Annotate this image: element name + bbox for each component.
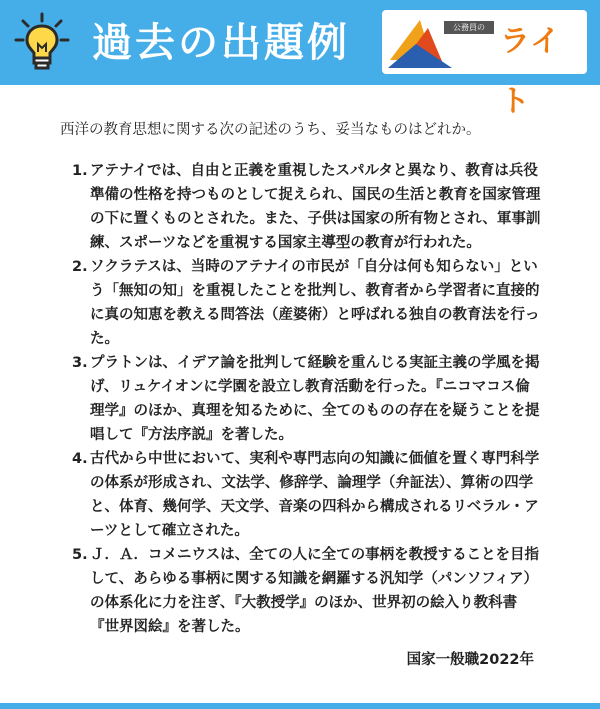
logo-main-text: ライト [500, 24, 562, 119]
source-citation: 国家一般職2022年 [406, 652, 534, 668]
logo-small-text: 公務員の [444, 21, 494, 34]
choice-number: 4. [72, 451, 88, 467]
choice-item [72, 543, 544, 639]
choice-text: 古代から中世において、実利や専門志向の知識に価値を置く専門科学の体系が形成され、文法学、修辞学、論理学（弁証法）、算術の四学と、体育、幾何学、天文学、音楽の四科から構成されるリベラル・アーツとして確立された。 [90, 451, 540, 539]
choice-number: 1. [72, 163, 88, 179]
choice-item [72, 159, 544, 255]
choice-item [72, 447, 544, 543]
lightbulb-icon [14, 12, 70, 72]
question-text: 西洋の教育思想に関する次の記述のうち、妥当なものはどれか。 [60, 122, 481, 138]
page-title: 過去の出題例 [92, 20, 350, 66]
choice-text: アテナイでは、自由と正義を重視したスパルタと異なり、教育は兵役準備の性格を持つものとして捉えられ、国民の生活と教育を国家管理の下に置くものとされた。また、子供は国家の所有物とされ、軍事訓練、スポーツなどを重視する国家主導型の教育が行われた。 [90, 163, 541, 251]
header-banner [0, 0, 600, 119]
choice-number: 2. [72, 259, 88, 275]
choice-number: 3. [72, 355, 88, 371]
choice-text: プラトンは、イデア論を批判して経験を重んじる実証主義の学風を掲げ、リュケイオンに学園を設立し教育活動を行った。『ニコマコス倫理学』のほか、真理を知るために、全てのものの存在を疑うことを提唱して『方法序説』を著した。 [90, 355, 540, 443]
choice-number: 5. [72, 547, 88, 563]
bottom-divider [0, 703, 600, 709]
choice-text: Ｊ．Ａ．コメニウスは、全ての人に全ての事柄を教授することを目指して、あらゆる事柄に関する知識を網羅する汎知学（パンソフィア）の体系化に力を注ぎ、『大教授学』のほか、世界初の絵入り教科書『世界図絵』を著した。 [90, 547, 540, 635]
choice-list [72, 159, 544, 639]
choice-item [72, 255, 544, 351]
choice-text: ソクラテスは、当時のアテナイの市民が「自分は何も知らない」という「無知の知」を重視したことを批判し、教育者から学習者に直接的に真の知恵を教える問答法（産婆術）と呼ばれる独自の教育法を行った。 [90, 259, 540, 347]
choice-item [72, 351, 544, 447]
brand-logo [382, 10, 587, 119]
